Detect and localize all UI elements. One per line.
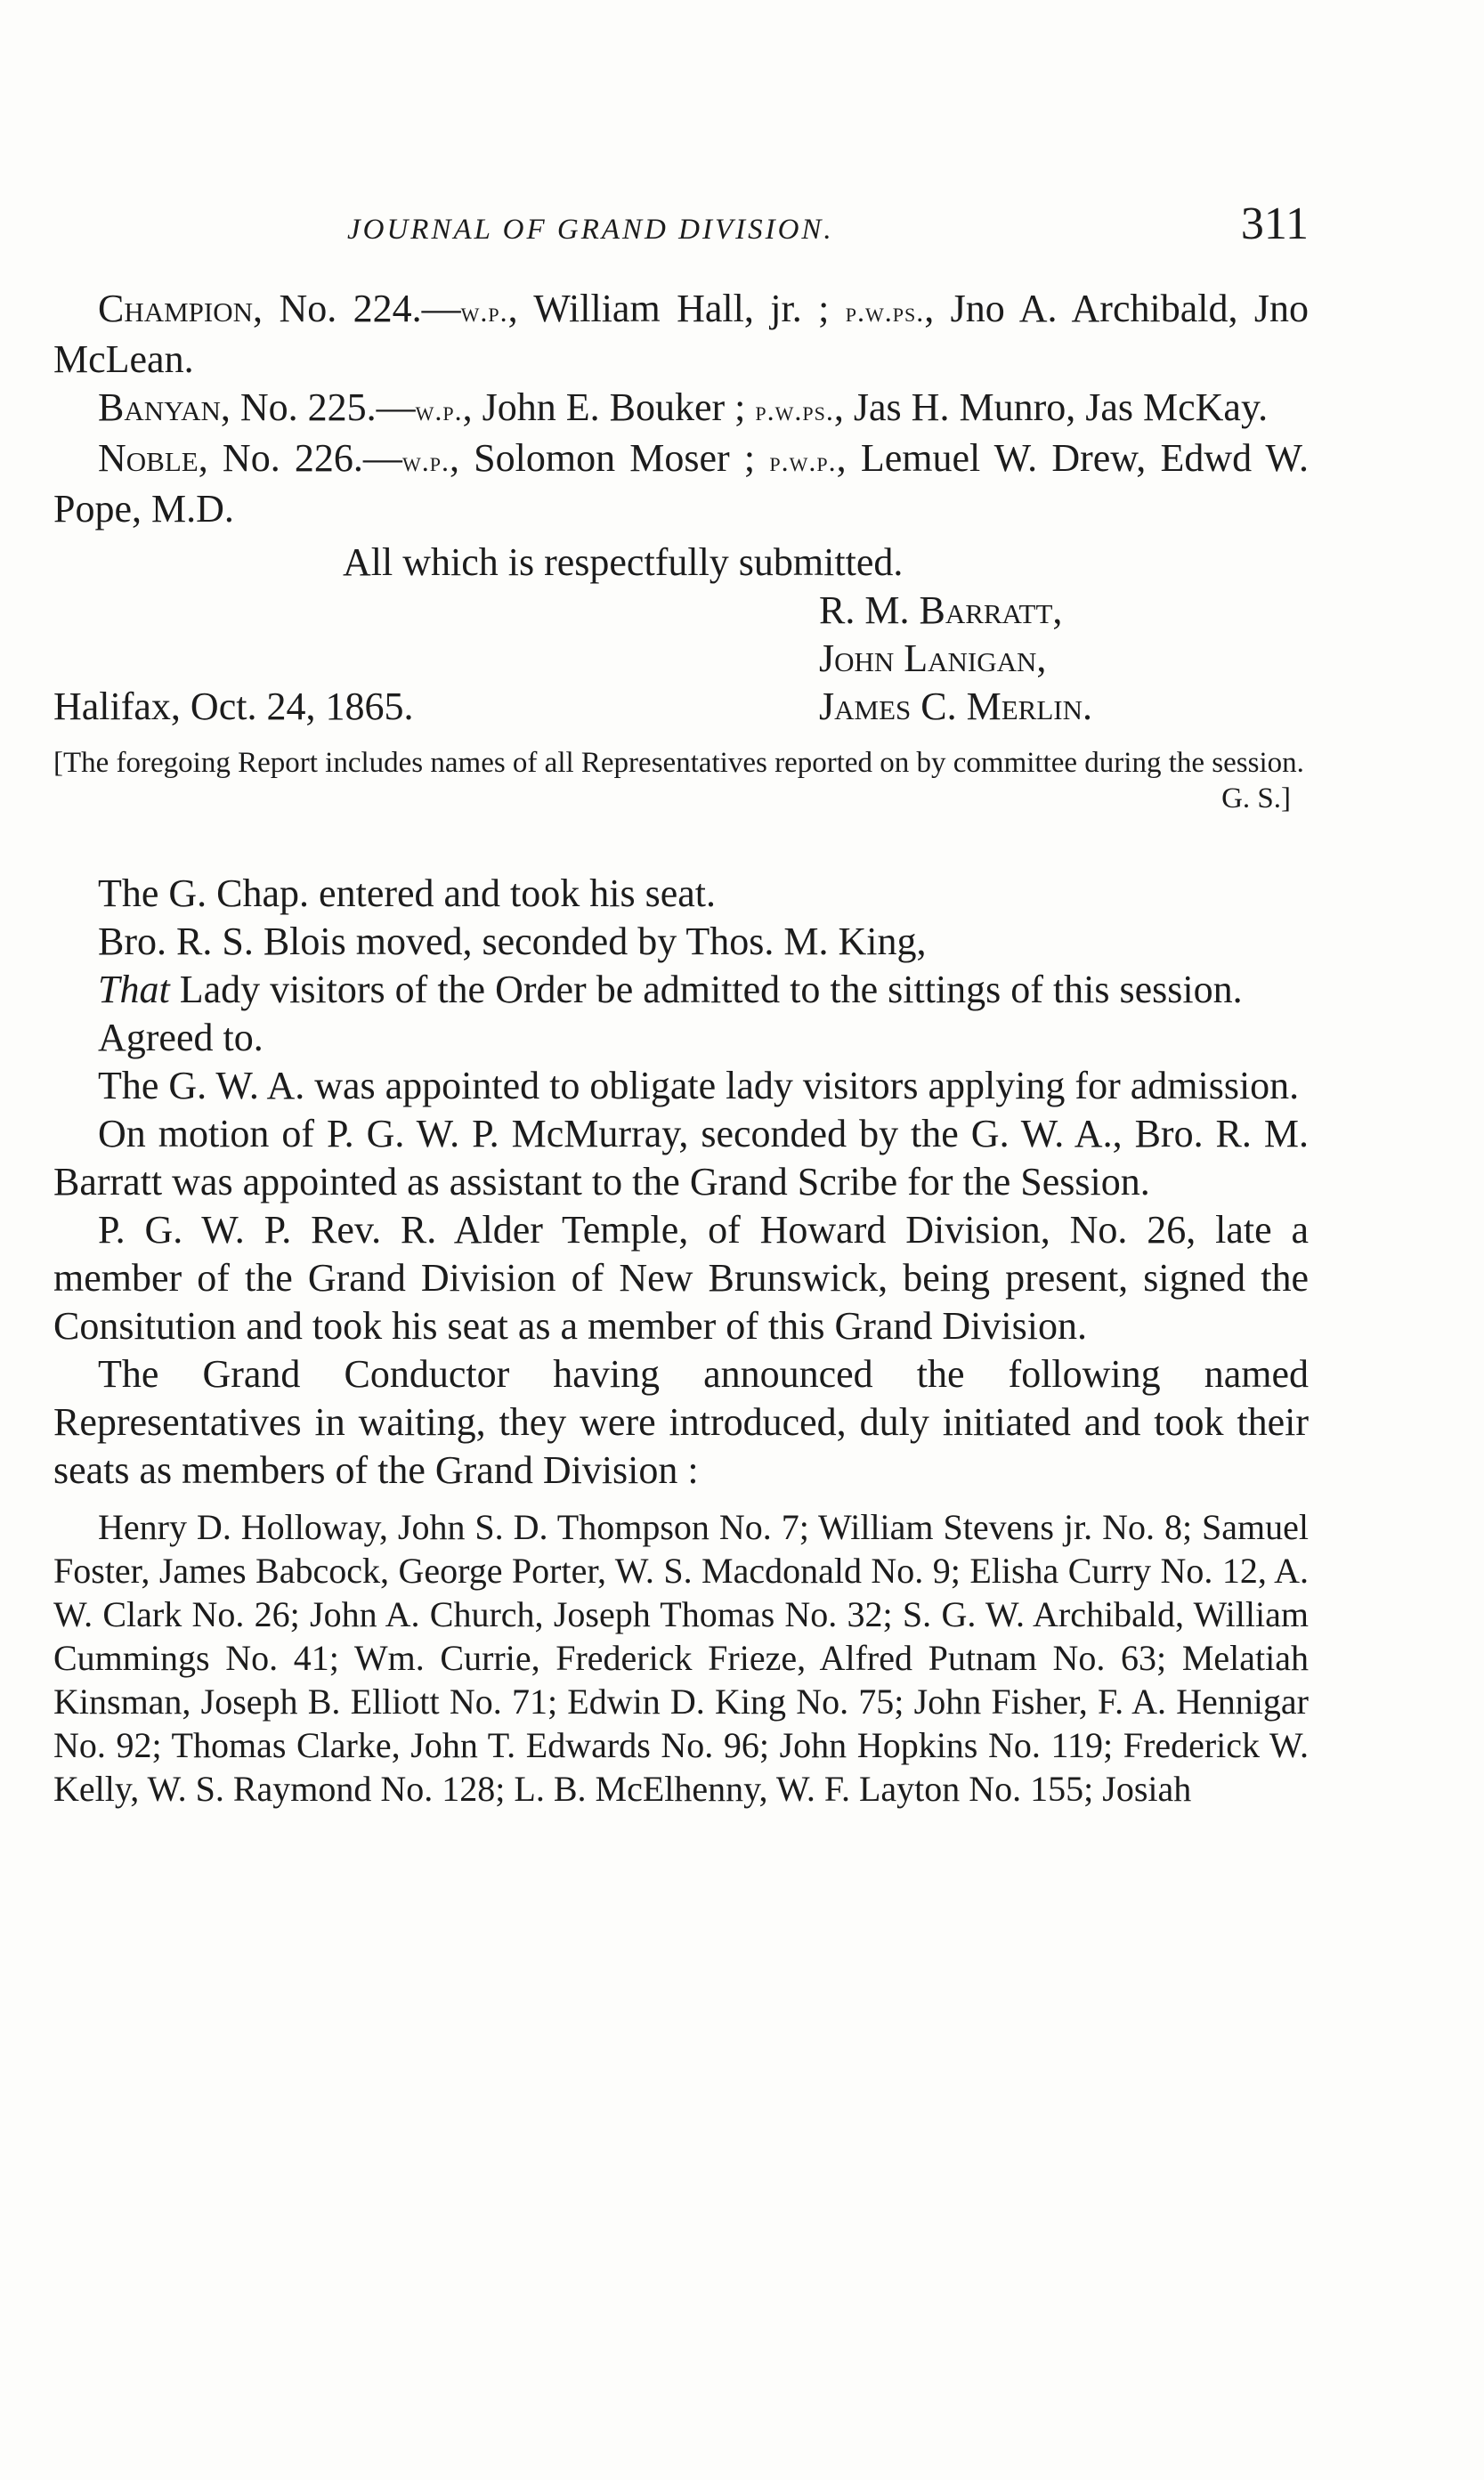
wp-name: , Solomon Moser ; (449, 436, 770, 480)
signatory-2: John Lanigan, (819, 636, 1047, 680)
division-entry-noble (53, 434, 1309, 533)
body-text (53, 285, 1309, 1811)
pwps-abbr: p.w.ps. (755, 394, 834, 426)
representatives: , Jno A. Archibald, Jno McLean. (53, 287, 1309, 381)
division-number: , No. 224.— (253, 287, 461, 330)
paragraph-motion: Bro. R. S. Blois moved, seconded by Thos. M. King, (98, 920, 927, 963)
wp-name: , John E. Bouker ; (462, 385, 756, 429)
signature-block (53, 587, 1309, 731)
division-name: Noble (98, 436, 199, 480)
resolution-that: That (98, 968, 170, 1011)
wp-abbr: w.p. (460, 296, 508, 328)
representatives: , Lemuel W. Drew, Edwd W. Pope, M.D. (53, 436, 1310, 531)
page-number: 311 (1240, 199, 1309, 249)
division-name: Banyan (98, 385, 221, 429)
wp-abbr: w.p. (401, 445, 450, 477)
paragraph-resolution (53, 966, 1309, 1014)
pwps-abbr: p.w.p. (769, 445, 837, 477)
editorial-note (53, 745, 1309, 816)
resolution-text: Lady visitors of the Order be admitted to the sittings of this session. (169, 968, 1243, 1011)
document-page (53, 0, 1309, 2480)
running-title: JOURNAL OF GRAND DIVISION. (347, 214, 834, 246)
paragraph-representatives-list: Henry D. Holloway, John S. D. Thompson No. 7; William Stevens jr. No. 8; Samuel Foster, James Babcock, George Porter, W. S. Macdonald No. 9; Elisha Curry No. 12, A. W. Clark No. 26; John A. Church, Joseph Thomas No. 32; S. G. W. Archibald, William Cummings No. 41; Wm. Currie, Frederick Frieze, Alfred Putnam No. 63; Melatiah Kinsman, Joseph B. Elliott No. 71; Edwin D. King No. 75; John Fisher, F. A. Hennigar No. 92; Thomas Clarke, John T. Edwards No. 96; John Hopkins No. 119; Frederick W. Kelly, W. S. Raymond No. 128; L. B. McElhenny, W. F. Layton No. 155; Josiah (53, 1507, 1309, 1809)
note-text: [The foregoing Report includes names of all Representatives reported on by committee during the session. (53, 747, 1304, 779)
wp-abbr: w.p. (415, 394, 463, 426)
wp-name: , William Hall, jr. ; (507, 287, 846, 330)
paragraph-chaplain: The G. Chap. entered and took his seat. (98, 871, 717, 915)
paragraph-conductor: The Grand Conductor having announced the following named Representatives in waiting, they were introduced, duly initiated and took their seats as members of the Grand Division : (53, 1352, 1309, 1492)
division-entry-banyan (53, 384, 1309, 434)
page-header (53, 198, 1309, 260)
division-name: Champion (98, 287, 254, 330)
paragraph-obligate: The G. W. A. was appointed to obligate lady visitors applying for admission. (98, 1064, 1300, 1107)
representatives: , Jas H. Munro, Jas McKay. (833, 385, 1269, 429)
division-number: , No. 226.— (198, 436, 402, 480)
submitted-line: All which is respectfully submitted. (343, 540, 904, 584)
paragraph-temple: P. G. W. P. Rev. R. Alder Temple, of Howard Division, No. 26, late a member of the Grand Division of New Brunswick, being present, signed the Consitution and took his seat as a member of this Grand Division. (53, 1208, 1309, 1348)
note-signature: G. S.] (1221, 782, 1291, 815)
pwps-abbr: p.w.ps. (845, 296, 925, 328)
place-date: Halifax, Oct. 24, 1865. (53, 685, 414, 728)
paragraph-assistant: On motion of P. G. W. P. McMurray, seconded by the G. W. A., Bro. R. M. Barratt was appointed as assistant to the Grand Scribe for the Session. (53, 1112, 1309, 1204)
signatory-1: R. M. Barratt, (819, 588, 1063, 632)
division-entry-champion (53, 285, 1309, 384)
paragraph-agreed: Agreed to. (98, 1016, 264, 1059)
division-number: , No. 225.— (220, 385, 416, 429)
signatory-3: James C. Merlin. (819, 685, 1092, 728)
